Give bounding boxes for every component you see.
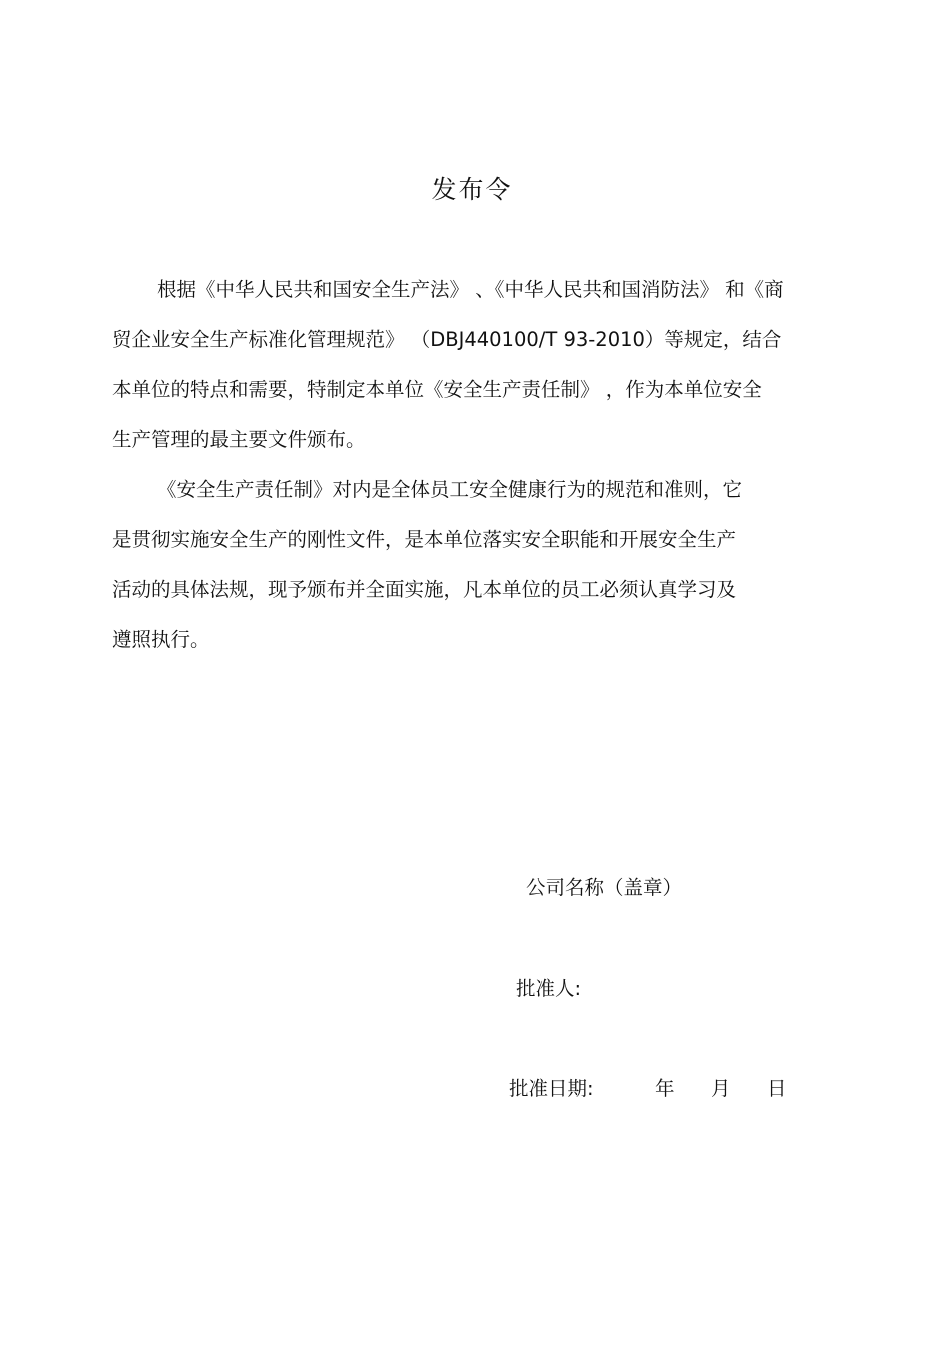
paragraph-line: 本单位的特点和需要，特制定本单位《安全生产责任制》 ，作为本单位安全 [112,378,762,401]
paragraph-line: 根据《中华人民共和国安全生产法》 、《中华人民共和国消防法》 和《商 [157,278,784,301]
paragraph-line: 生产管理的最主要文件颁布。 [112,428,366,451]
company-name-label: 公司名称（盖章） [526,876,683,899]
paragraph-line: 《安全生产责任制》对内是全体员工安全健康行为的规范和准则，它 [157,478,743,501]
day-label: 日 [767,1077,787,1100]
page-title: 发布令 [431,175,513,204]
month-label: 月 [711,1077,731,1100]
approver-label: 批准人: [516,977,582,1000]
paragraph-line: 遵照执行。 [112,628,210,651]
approval-date-label: 批准日期: [509,1077,594,1100]
year-label: 年 [655,1077,675,1100]
paragraph-line: 贸企业安全生产标准化管理规范》 （DBJ440100/T 93-2010）等规定，结合 [112,328,782,351]
paragraph-line: 活动的具体法规，现予颁布并全面实施，凡本单位的员工必须认真学习及 [112,578,737,601]
paragraph-line: 是贯彻实施安全生产的刚性文件，是本单位落实安全职能和开展安全生产 [112,528,737,551]
